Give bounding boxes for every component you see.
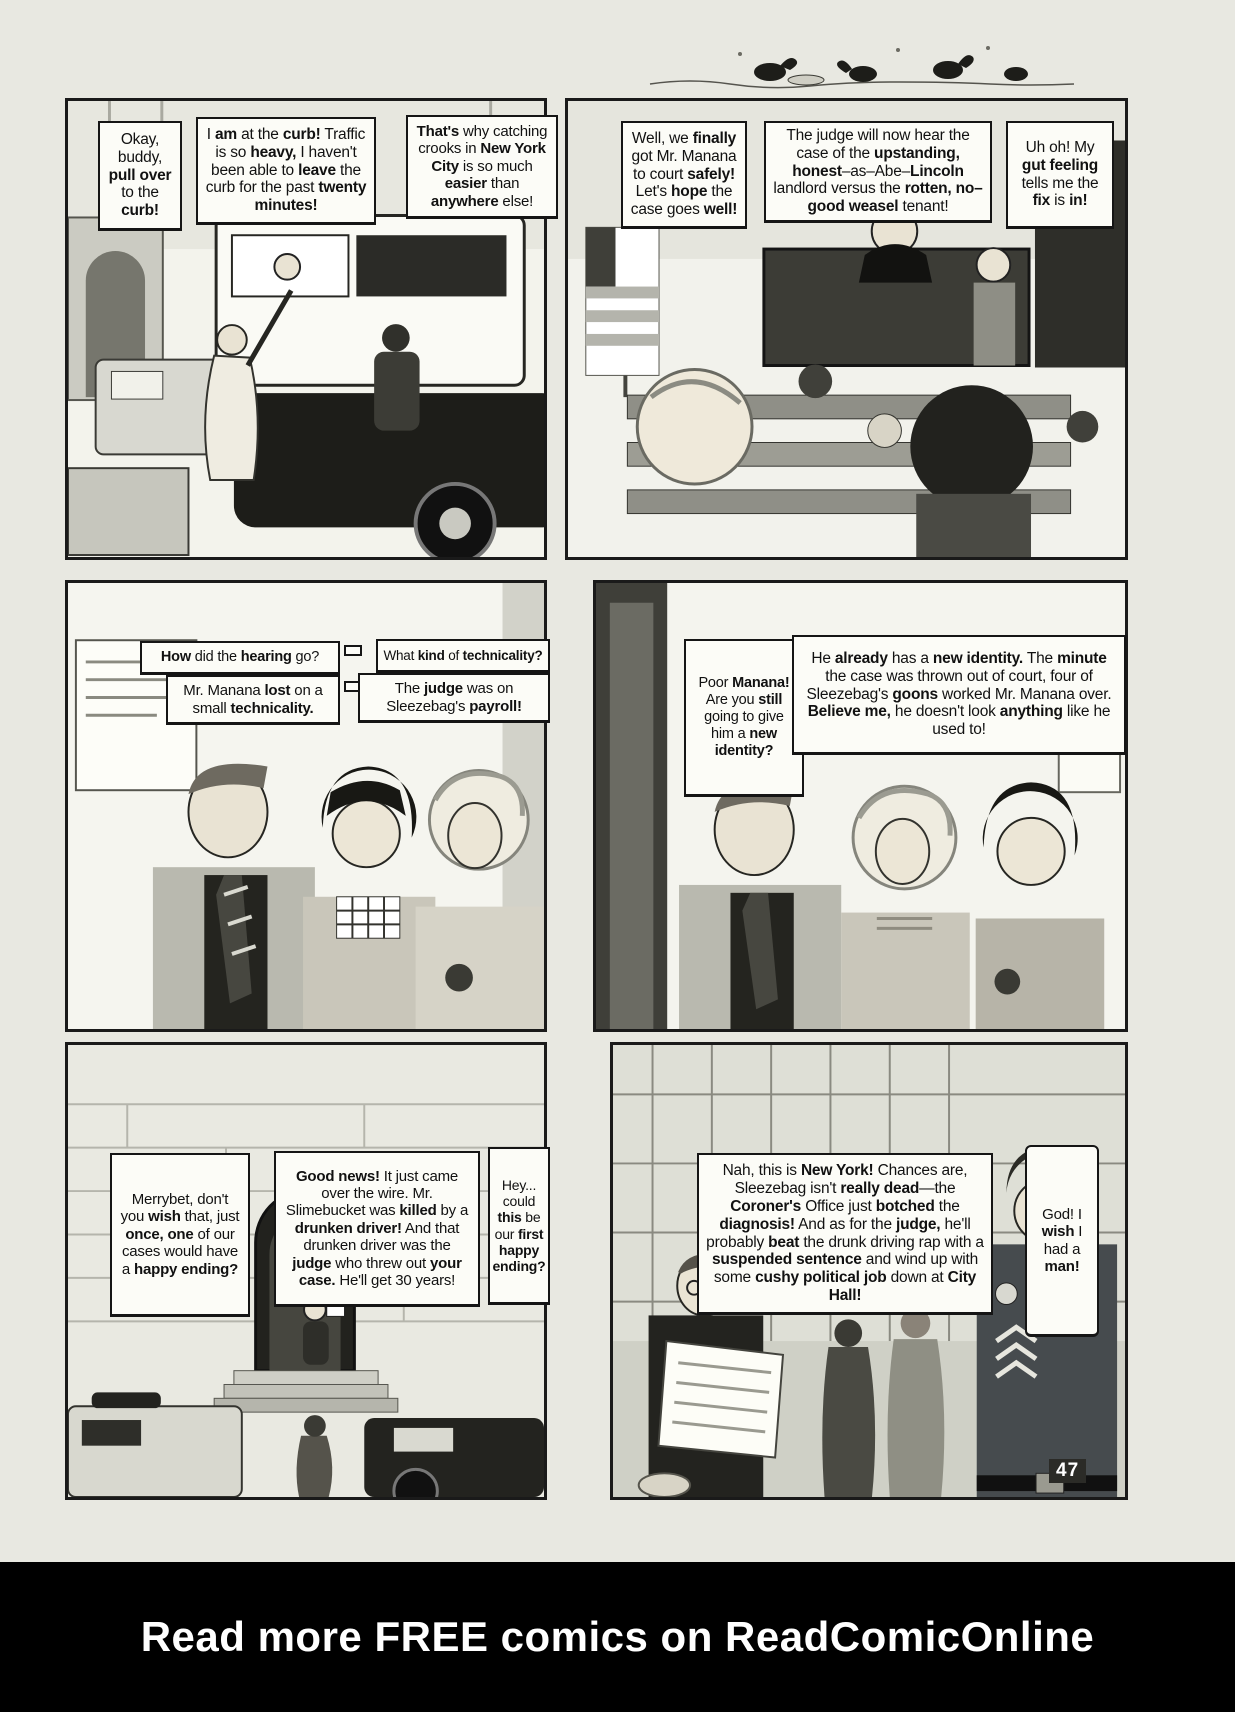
comic-panel-3 (65, 580, 547, 1032)
bubble-text: How did the hearing go? (160, 649, 320, 666)
comic-panel-6 (610, 1042, 1128, 1500)
page-number: 47 (1049, 1459, 1086, 1483)
bubble-text: I am at the curb! Traffic is so heavy, I haven't been able to leave the curb for the past twenty minutes! (205, 125, 367, 215)
speech-bubble (376, 639, 550, 673)
bubble-text: The judge was on Sleezebag's payroll! (386, 680, 522, 715)
bubble-text: Merrybet, don't you wish that, just once, one of our cases would have a happy ending? (120, 1191, 240, 1278)
speech-bubble (140, 641, 340, 675)
bubble-text: Okay, buddy, pull over to the curb! (108, 130, 172, 220)
bubble-text: Good news! It just came over the wire. Mr. Slimebucket was killed by a drunken driver! And that drunken driver was the judge who threw out your case. He'll get 30 years! (285, 1167, 469, 1289)
readcomiconline-promo-banner[interactable] (0, 1562, 1235, 1712)
speech-bubble (621, 121, 747, 229)
speech-bubble (196, 117, 376, 225)
comic-panel-5 (65, 1042, 547, 1500)
speech-bubble (110, 1153, 250, 1317)
speech-bubble (697, 1153, 993, 1315)
comic-panel-1 (65, 98, 547, 560)
speech-bubble (406, 115, 558, 219)
bubble-text: That's why catching crooks in New York City is so much easier than anywhere else! (416, 123, 548, 210)
bubble-text: Hey... could this be our first happy ending? (492, 1176, 546, 1274)
speech-bubble (358, 673, 550, 723)
promo-banner-text: Read more FREE comics on ReadComicOnline (140, 1613, 1095, 1660)
bubble-text: Nah, this is New York! Chances are, Sleezebag isn't really dead—the Coroner's Office just botched the diagnosis! And as for the judge, he'll probably beat the drunk driving rap with a suspended sentence and wind up with some cushy political job down at City Hall! (706, 1161, 984, 1305)
bubble-text: The judge will now hear the case of the upstanding, honest–as–Abe–Lincoln landlord versus the rotten, no–good weasel tenant! (773, 126, 983, 216)
bubble-connector (344, 645, 362, 656)
speech-bubble (166, 675, 340, 725)
bubble-text: Well, we finally got Mr. Manana to court safely! Let's hope the case goes well! (630, 129, 738, 219)
bubble-text: What kind of technicality? (383, 647, 543, 663)
thought-bubble (1025, 1145, 1099, 1337)
speech-bubble (1006, 121, 1114, 229)
bubble-text: Mr. Manana lost on a small technicality. (183, 682, 323, 717)
speech-bubble (488, 1147, 550, 1305)
bubble-text: He already has a new identity. The minute the case was thrown out of court, four of Sleezebag's goons worked Mr. Manana over. Believe me, he doesn't look anything like he used to! (806, 649, 1112, 739)
bubble-text: Poor Manana! Are you still going to give him a new identity? (698, 675, 790, 759)
bubble-text: God! I wish I had a man! (1041, 1205, 1083, 1275)
comic-panel-4 (593, 580, 1128, 1032)
speech-bubble (684, 639, 804, 797)
desert-vultures-cartoon-icon (648, 34, 1076, 96)
speech-bubble (98, 121, 182, 231)
speech-bubble (764, 121, 992, 223)
speech-bubble (792, 635, 1126, 755)
comic-panel-2 (565, 98, 1128, 560)
bubble-text: Uh oh! My gut feeling tells me the fix is in! (1021, 138, 1099, 210)
speech-bubble (274, 1151, 480, 1307)
